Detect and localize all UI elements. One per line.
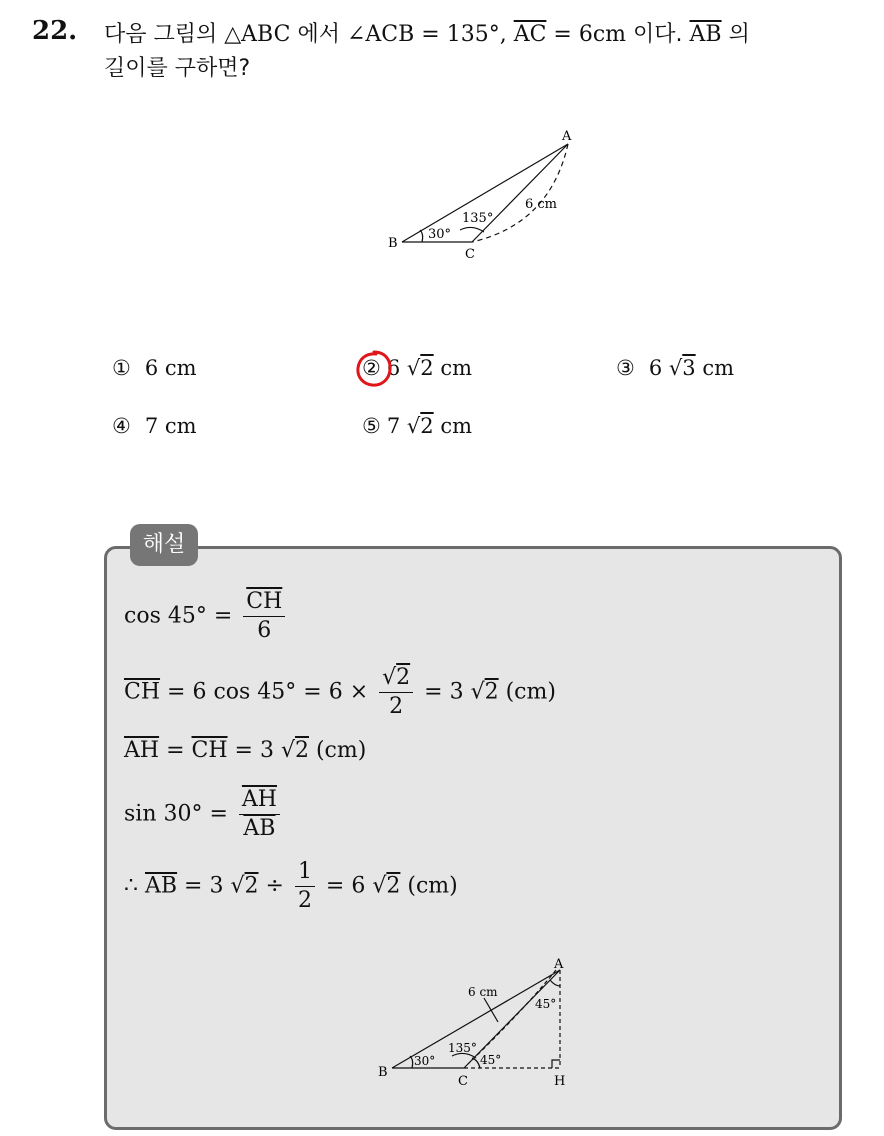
label-b: B: [378, 1065, 388, 1080]
solution-triangle-figure: [372, 952, 586, 1092]
angle-b-label: 30°: [414, 1054, 436, 1068]
leader-line: [484, 998, 498, 1022]
solution-line-5: ∴ $\overline{AB} = 3$ √2 ÷ $\frac{1}{2}$ = 6 √2 (cm): [124, 859, 458, 913]
angle-c-label: 135°: [462, 211, 494, 226]
choice-4[interactable]: ④ 7 cm: [112, 414, 197, 438]
right-angle-mark: [552, 1060, 560, 1068]
choice-3[interactable]: ③ 6 √3 cm: [616, 356, 735, 380]
solution-line-2: $\overline{CH} = 6$ cos 45° = 6 × $\frac{√2}{2}$ = 3 √2 (cm): [124, 665, 556, 719]
choice-2[interactable]: ② 6 √2 cm: [362, 356, 473, 380]
solution-line-4: sin 30° = $\frac{\overline{AH}}{AB}$: [124, 786, 284, 843]
side-ac-label: 6 cm: [468, 985, 498, 999]
choice-1[interactable]: ① 6 cm: [112, 356, 197, 380]
angle-a-label: 45°: [535, 997, 557, 1011]
side-ac: [472, 144, 568, 242]
angle-c-label: 135°: [448, 1041, 477, 1055]
label-b: B: [388, 236, 398, 251]
angle-c2-label: 45°: [480, 1053, 502, 1067]
question-line-2: 길이를 구하면?: [104, 56, 251, 81]
label-h: H: [554, 1074, 566, 1089]
solution-line-3: $\overline{AH} = \overline{CH} = 3$ √2 (cm): [124, 738, 367, 763]
label-a: A: [562, 129, 572, 144]
label-a: A: [554, 957, 564, 972]
solution-line-1: cos 45° = $\frac{\overline{CH}}{6}$: [124, 588, 289, 645]
choice-5[interactable]: ⑤ 7 √2 cm: [362, 414, 473, 438]
question-text: [104, 18, 874, 86]
label-c: C: [458, 1074, 468, 1089]
question-line-1: 다음 그림의 △ABC 에서 ∠ACB = 135°, $\overline{AC} = 6cm$ 이다. $\overline{AB}$ 의: [104, 22, 750, 47]
label-c: C: [465, 247, 475, 262]
question-number: 22.: [32, 16, 78, 46]
angle-b-label: 30°: [428, 227, 452, 242]
triangle-figure: [380, 124, 590, 264]
side-ab: [402, 144, 568, 242]
angle-c-arc: [460, 227, 484, 232]
side-ac-label: 6 cm: [525, 197, 558, 212]
angle-a-arc: [550, 980, 560, 986]
answer-mark-circle: [354, 349, 394, 389]
solution-tag: 해설: [130, 524, 198, 566]
